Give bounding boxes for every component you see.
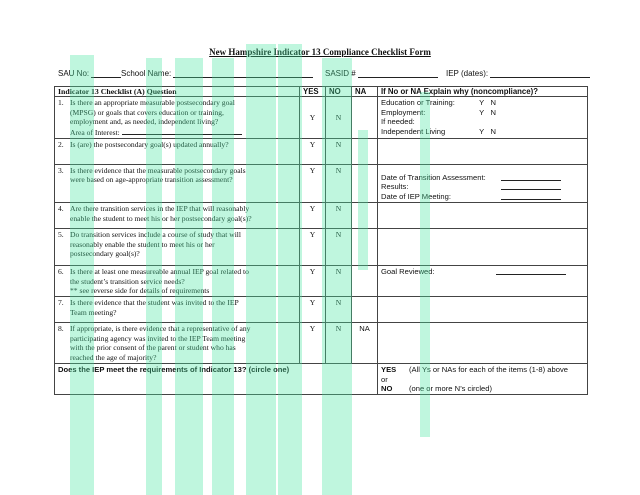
col-na: NA bbox=[352, 87, 378, 97]
answer-yes[interactable]: Y bbox=[300, 323, 326, 364]
explain-3: Date of Transition Assessment: Results: Date of IEP Meeting: bbox=[378, 165, 588, 203]
sau-label: SAU No: bbox=[58, 69, 90, 78]
question-7: 7. Is there evidence that the student was invited to the IEP Team meeting? bbox=[55, 297, 300, 323]
answer-no[interactable]: N bbox=[326, 229, 352, 266]
table-row bbox=[55, 297, 588, 323]
question-5: 5. Do transition services include a course of study that will reasonably enable the student to meet his or her postsecondary goal(s)? bbox=[55, 229, 300, 266]
explain-7[interactable] bbox=[378, 297, 588, 323]
final-yes[interactable]: YES bbox=[381, 365, 397, 375]
explain-2[interactable] bbox=[378, 139, 588, 165]
answer-yes[interactable]: Y bbox=[300, 297, 326, 323]
answer-no[interactable]: N bbox=[326, 203, 352, 229]
answer-na[interactable] bbox=[352, 229, 378, 266]
answer-yes[interactable]: Y bbox=[300, 165, 326, 203]
answer-no[interactable]: N bbox=[326, 97, 352, 139]
answer-na[interactable] bbox=[352, 266, 378, 297]
answer-no[interactable]: N bbox=[326, 165, 352, 203]
answer-na[interactable] bbox=[352, 203, 378, 229]
col-explain: If No or NA Explain why (noncompliance)? bbox=[378, 87, 588, 97]
form-title: New Hampshire Indicator 13 Compliance Checklist Form bbox=[209, 47, 431, 57]
explain-4[interactable] bbox=[378, 203, 588, 229]
explain-5[interactable] bbox=[378, 229, 588, 266]
col-yes: YES bbox=[300, 87, 326, 97]
checklist-table bbox=[54, 86, 588, 395]
answer-yes[interactable]: Y bbox=[300, 203, 326, 229]
sau-field[interactable] bbox=[58, 69, 89, 78]
answer-na[interactable] bbox=[352, 97, 378, 139]
sasid-field[interactable] bbox=[325, 69, 356, 78]
final-row bbox=[55, 364, 588, 395]
answer-na[interactable]: NA bbox=[352, 323, 378, 364]
answer-yes[interactable]: Y bbox=[300, 266, 326, 297]
final-question: Does the IEP meet the requirements of Indicator 13? (circle one) bbox=[55, 364, 378, 395]
answer-no[interactable]: N bbox=[326, 323, 352, 364]
question-2: 2. Is (are) the postsecondary goal(s) updated annually? bbox=[55, 139, 300, 165]
question-4: 4. Are there transition services in the IEP that will reasonably enable the student to meet his or her postsecondary goal(s)? bbox=[55, 203, 300, 229]
answer-yes[interactable]: Y bbox=[300, 229, 326, 266]
col-no: NO bbox=[326, 87, 352, 97]
explain-6: Goal Reviewed: bbox=[378, 266, 588, 297]
explain-8[interactable] bbox=[378, 323, 588, 364]
question-1: 1. Is there an appropriate measurable postsecondary goal (MPSG) or goals that covers education or training, employment and, as needed, independent living? Area of Interest: bbox=[55, 97, 300, 139]
answer-yes[interactable]: Y bbox=[300, 139, 326, 165]
question-8: 8. If appropriate, is there evidence that a representative of any participating agency was invited to the IEP Team meeting with the prior consent of the parent or student who has reached the age of majority? bbox=[55, 323, 300, 364]
table-row bbox=[55, 203, 588, 229]
iep-dates-field[interactable] bbox=[446, 69, 488, 78]
table-row bbox=[55, 139, 588, 165]
table-row bbox=[55, 266, 588, 297]
answer-yes[interactable]: Y bbox=[300, 97, 326, 139]
explain-1: Education or Training: Y N Employment: Y N If needed: Independent Living Y N bbox=[378, 97, 588, 139]
school-field[interactable] bbox=[121, 69, 171, 78]
final-answer: YES (All Ys or NAs for each of the items (1-8) above or NO (one or more N’s circled) bbox=[378, 364, 588, 395]
answer-na[interactable] bbox=[352, 297, 378, 323]
table-row bbox=[55, 323, 588, 364]
answer-no[interactable]: N bbox=[326, 297, 352, 323]
table-row bbox=[55, 165, 588, 203]
table-header-row bbox=[55, 87, 588, 97]
area-of-interest-label: Area of Interest: bbox=[70, 127, 120, 137]
question-6: 6. Is there at least one measureable annual IEP goal related to the student’s transition service needs? ** see reverse side for details of requirements bbox=[55, 266, 300, 297]
table-row bbox=[55, 97, 588, 139]
table-row bbox=[55, 229, 588, 266]
iep-dates-label: IEP (dates): bbox=[446, 69, 489, 78]
answer-na[interactable] bbox=[352, 139, 378, 165]
question-3: 3. Is there evidence that the measurable postsecondary goals were based on age-appropriate transition assessment? bbox=[55, 165, 300, 203]
school-label: School Name: bbox=[121, 69, 172, 78]
area-of-interest-blank[interactable] bbox=[122, 127, 242, 135]
answer-no[interactable]: N bbox=[326, 139, 352, 165]
answer-no[interactable]: N bbox=[326, 266, 352, 297]
final-no[interactable]: NO bbox=[381, 383, 393, 393]
col-question: Indicator 13 Checklist (A) Question bbox=[55, 87, 300, 97]
answer-na[interactable] bbox=[352, 165, 378, 203]
sasid-label: SASID # bbox=[325, 69, 356, 78]
